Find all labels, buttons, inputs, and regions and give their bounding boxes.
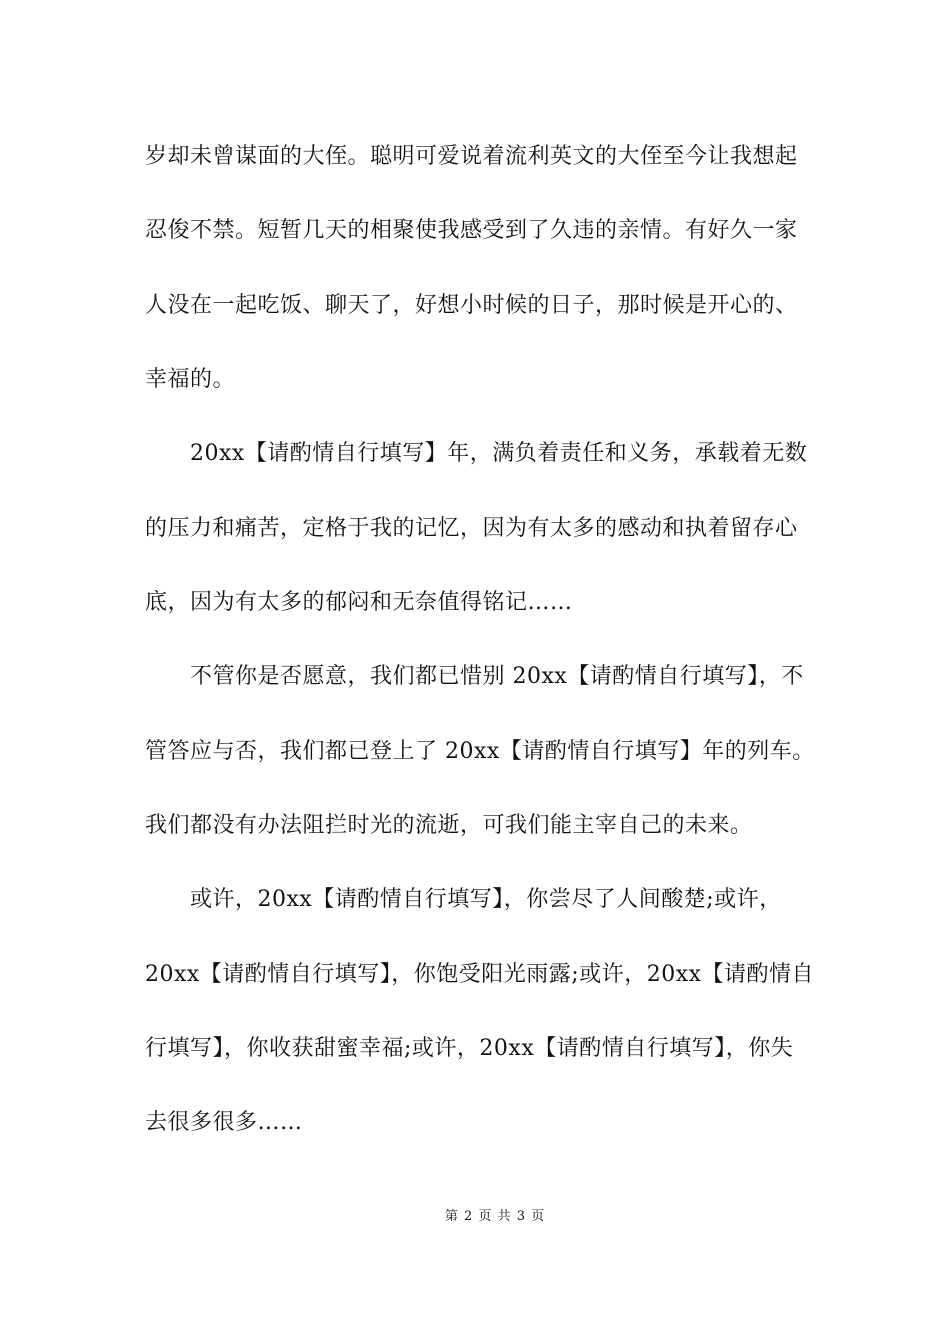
paragraph-first-line: 不管你是否愿意，我们都已惜别 20xx【请酌情自行填写】，不 [190,664,804,689]
paragraph-first-line: 20xx【请酌情自行填写】年，满负着责任和义务，承载着无数 [190,441,808,466]
text-line: 的压力和痛苦，定格于我的记忆，因为有太多的感动和执着留存心 [145,516,798,541]
text-line: 岁却未曾谋面的大侄。聪明可爱说着流利英文的大侄至今让我想起 [145,144,798,169]
text-line: 去很多很多…… [145,1110,303,1135]
page-number-footer: 第 2 页 共 3 页 [444,1209,546,1224]
text-line: 底，因为有太多的郁闷和无奈值得铭记…… [145,590,573,615]
text-line: 我们都没有办法阻拦时光的流逝，可我们能主宰自己的未来。 [145,813,753,838]
text-line: 幸福的。 [145,367,236,392]
text-line: 人没在一起吃饭、聊天了，好想小时候的日子，那时候是开心的、 [145,293,798,318]
text-line: 忍俊不禁。短暂几天的相聚使我感受到了久违的亲情。有好久一家 [145,218,798,243]
text-line: 行填写】，你收获甜蜜幸福;或许，20xx【请酌情自行填写】，你失 [145,1036,794,1061]
text-line: 管答应与否，我们都已登上了 20xx【请酌情自行填写】年的列车。 [145,739,815,764]
paragraph-first-line: 或许，20xx【请酌情自行填写】，你尝尽了人间酸楚;或许， [190,887,782,912]
text-line: 20xx【请酌情自行填写】，你饱受阳光雨露;或许，20xx【请酌情自 [145,962,815,987]
